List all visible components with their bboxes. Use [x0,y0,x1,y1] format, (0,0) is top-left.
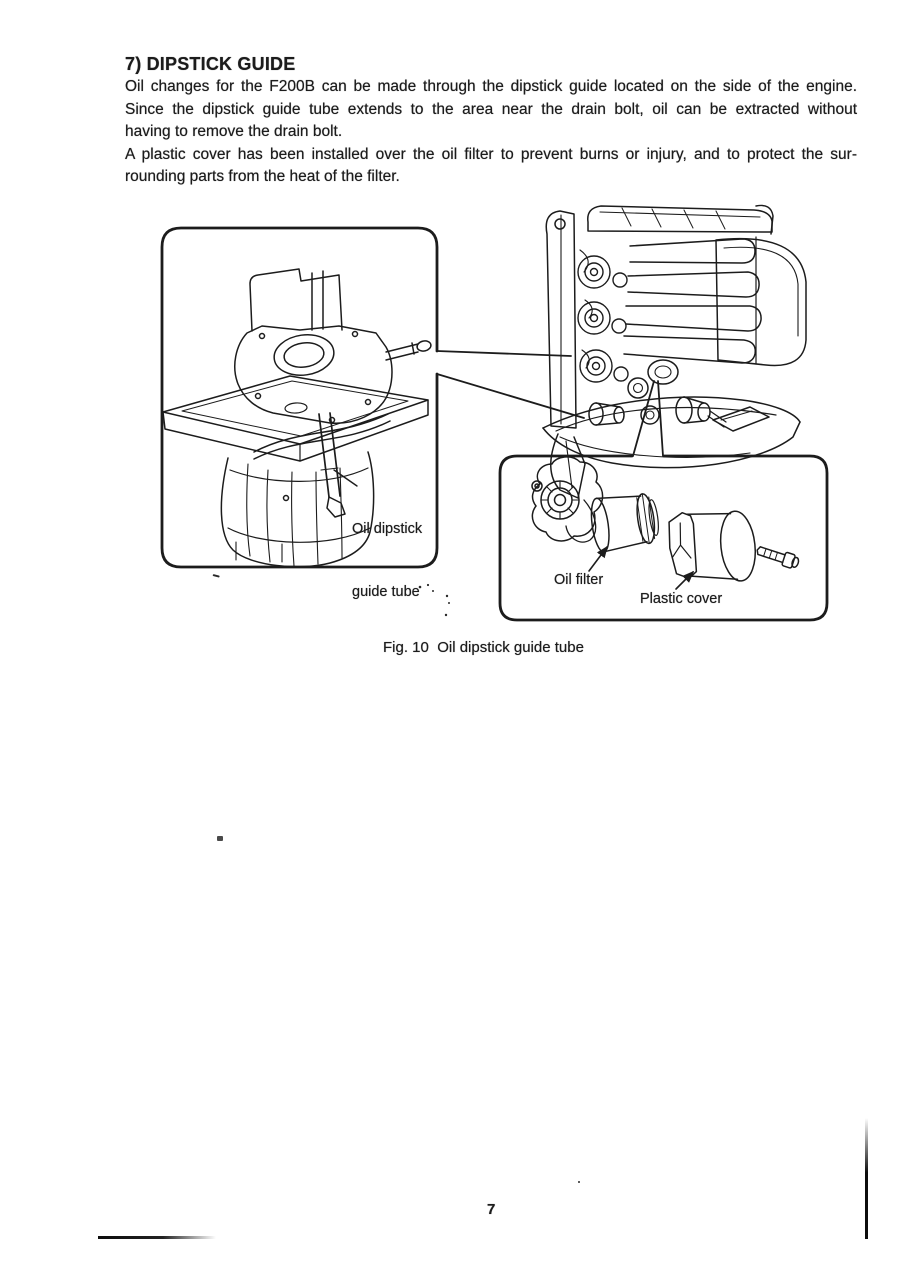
body-text-line: Oil changes for the F200B can be made through the dipstick guide located on the side of the engine. [125,78,857,95]
oil-filter-drawing [589,490,662,553]
body-text-line: having to remove the drain bolt. [125,123,343,141]
plastic-cover-label: Plastic cover [640,591,723,607]
body-text-line: rounding parts from the heat of the filter. [125,168,400,186]
callout-wedge-lines [437,351,584,418]
oil-filter-arrow [589,547,607,571]
dipstick-guide-label-line1: Oil dipstick [352,521,423,537]
body-text-line: Since the dipstick guide tube extends to the area near the drain bolt, oil can be extracted without [125,100,857,118]
body-text-line: A plastic cover has been installed over the oil filter to prevent burns or injury, and to protect the sur- [125,145,857,163]
scan-artifact-horizontal-line [98,1236,216,1239]
bolt-drawing [755,543,800,570]
dipstick-guide-label-line2: guide tube [352,584,420,600]
section-heading: 7) DIPSTICK GUIDE [125,54,296,74]
figure-caption: Fig. 10 Oil dipstick guide tube [383,639,584,656]
scan-artifact-vertical-line [865,1118,868,1239]
dipstick-guide-label [352,477,422,645]
plastic-cover-drawing [666,506,758,588]
scan-speckles [213,574,580,1183]
filter-mount-drawing [532,457,603,542]
oil-filter-label: Oil filter [554,572,604,588]
page-number: 7 [487,1201,496,1218]
outboard-engine-illustration [543,205,806,498]
